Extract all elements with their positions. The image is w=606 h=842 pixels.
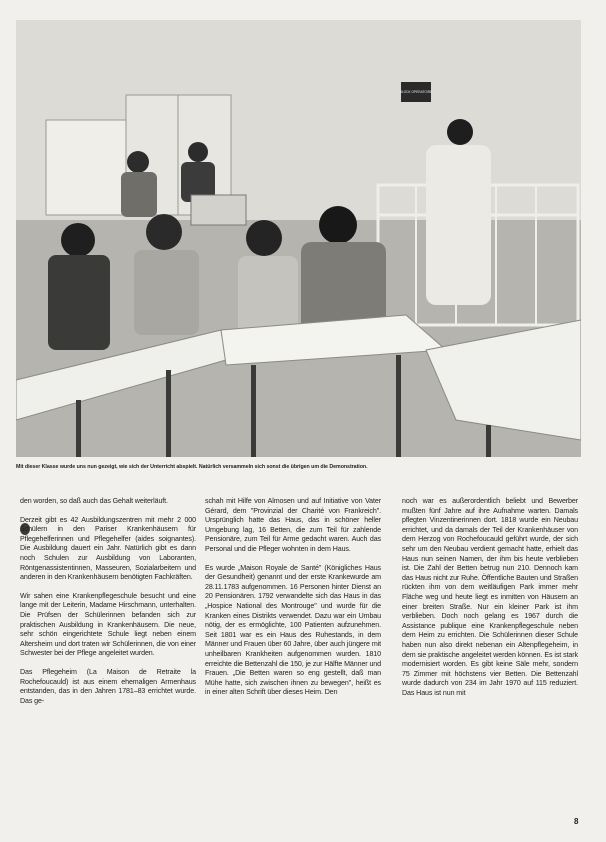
paragraph: Derzeit gibt es 42 Ausbildungszentren mit mehr 2 000 Schülern in den Pariser Krankenhäusern für Pflegehelferinnen und Pflegehelfer (aides soignantes). Die Ausbildung dauert ein Jahr. Natürlich gibt es dann noch Schulen zur Ausbildung von Laboranten, Röntgenassistentinnen, Masseuren, Sozialarbeitern und anderen in den Krankenhäusern benötigten Fachkräften. <box>20 515 196 582</box>
classroom-photo <box>16 20 581 457</box>
paragraph: noch war es außerordentlich beliebt und Bewerber mußten fünf Jahre auf ihre Aufnahme warten. Damals pflegten Vinzentinerinnen dort. 1818 wurde ein Neubau errichtet, und da damals der Teil der Krankenhäuser von dem Herzog von Rochefoucauld geführt wurde, der sich sehr um den Neubau verdient gemacht hatte, erhielt das Haus nun seinen Namen, der ihm bis heute verblieben ist. Die Zahl der Betten betrug nun 210. Dennoch kam das Haus nicht zur Ruhe. Öffentliche Bauten und Straßen rückten ihm von dem weitläufigen Park immer mehr Fläche weg und heute liegt es inmitten von Häusern an einer breiten Straße. Nur ein kleiner Park ist ihm verblieben. Doch noch gelang es 1967 durch die Assistance publique eine Krankenpflegeschule neben dem Heim zu errichten. Die Schülerinnen dieser Schule haben nun also direkt nebenan ein Altenpflegeheim, in dem sie praktische angeleitet werden können. Es ist stark modernisiert worden. Es gibt keine Säle mehr, sondern 75 Zimmer mit höchstens vier Betten. Die Bettenzahl wurde dadurch von 234 im Jahr 1970 auf 115 reduziert. Das Haus ist nun mit <box>402 497 578 697</box>
classroom-illustration <box>16 20 581 457</box>
page-number: 8 <box>574 817 579 826</box>
photo-caption: Mit dieser Klasse wurde uns nun gezeigt, wie sich der Unterricht abspielt. Natürlich versammeln sich sonst die übrigen um die Demonstration. <box>16 464 368 470</box>
paragraph: Wir sahen eine Krankenpflegeschule besucht und eine lange mit der Leiterin, Madame Hirschmann, unterhalten. Die Prüfsen der Schülerinnen befanden sich zur praktischen Ausbildung in Krankenhäusern. Die neue, sehr schön eingerichtete Schule liegt neben einem Altersheim und dort traten wir Schülerinnen, die von einer Schwester bei der Pflege angeleitet wurden. <box>20 591 196 658</box>
text-column-3 <box>402 497 578 827</box>
text-column-1 <box>20 497 196 827</box>
paragraph: den worden, so daß auch das Gehalt weiterläuft. <box>20 497 168 505</box>
paragraph: Es wurde „Maison Royale de Santé" (Königliches Haus der Gesundheit) genannt und der erste Krankewurde am 28.11.1783 aufgenommen. 16 Personen hinter Dienst an 20 Pensionären. 1792 verwandelte sich das Haus in das „Hospice National des Montrouge" und wurde für die Kranken eines Distrikts verwendet. Dazu war ein Umbau nötig, der es ermöglichte, 100 Patienten aufzunehmen. Seit 1801 war es ein Haus des Ruhestands, in dem Männer und Frauen über 60 Jahre, über auch jüngere mit unheilbaren Krankheiten aufgenommen wurden. 1810 erreichte die Bettenzahl die 150, je zur Hälfte Männer und Frauen. „Die Betten waren so eng gestellt, daß man Mühe hatte, sich zwischen ihnen zu bewegen", heißt es in einer alten Schrift über dieses Heim. Den <box>205 563 381 697</box>
wall-sign: BLOCK OPERATOIRE <box>399 90 433 94</box>
paragraph: Das Pflegeheim (La Maison de Retraite la Rochefoucauld) ist aus einem ehemaligen Armenhaus entstanden, das in den Jahren 1781–83 errichtet wurde. Das ge- <box>20 667 196 705</box>
text-column-2 <box>205 497 381 827</box>
paragraph: schah mit Hilfe von Almosen und auf Initiative von Vater Gérard, dem "Provinzial der Charité von Frankreich". Ursprünglich hatte das Haus, das in schöner heller Umgebung lag, 16 Betten, die zum Teil für zahlende Pensionäre, zum Teil für Arme gedacht waren. Auch das Personal und die Pfleger wohnten in dem Haus. <box>205 497 381 553</box>
